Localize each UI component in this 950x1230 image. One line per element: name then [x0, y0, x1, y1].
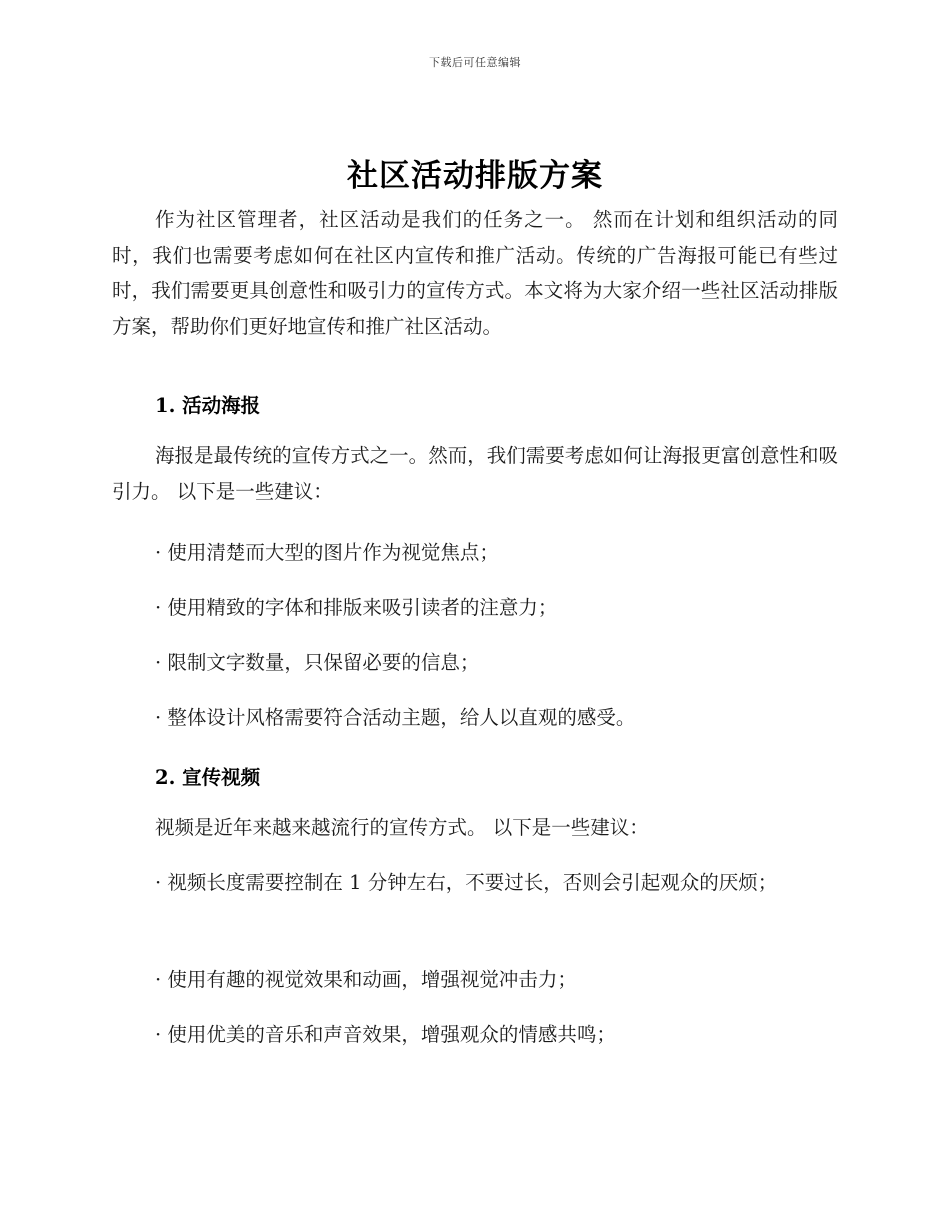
bullet-item: · 整体设计风格需要符合活动主题，给人以直观的感受。 — [155, 706, 636, 729]
section-paragraph-video: 视频是近年来越来越流行的宣传方式。 以下是一些建议： — [155, 816, 649, 839]
section-heading-video: 2. 宣传视频 — [155, 766, 261, 789]
document-title: 社区活动排版方案 — [347, 158, 603, 194]
intro-paragraph: 作为社区管理者，社区活动是我们的任务之一。 然而在计划和组织活动的同时，我们也需要考虑如何在社区内宣传和推广活动。传统的广告海报可能已有些过时，我们需要更具创意性和吸引力的宣传方式。本文将为大家介绍一些社区活动排版方案，帮助你们更好地宣传和推广社区活动。 — [112, 208, 838, 338]
section-heading-poster: 1. 活动海报 — [155, 394, 261, 417]
bullet-item: · 使用有趣的视觉效果和动画，增强视觉冲击力； — [155, 968, 577, 991]
bullet-item: · 限制文字数量，只保留必要的信息； — [155, 651, 480, 674]
section-paragraph-poster: 海报是最传统的宣传方式之一。然而，我们需要考虑如何让海报更富创意性和吸引力。 以下是一些建议： — [112, 444, 838, 503]
bullet-item: · 使用清楚而大型的图片作为视觉焦点； — [155, 541, 499, 564]
bullet-item: · 使用精致的字体和排版来吸引读者的注意力； — [155, 596, 558, 619]
bullet-item: · 使用优美的音乐和声音效果，增强观众的情感共鸣； — [155, 1023, 616, 1046]
bullet-item: · 视频长度需要控制在 1 分钟左右，不要过长，否则会引起观众的厌烦； — [155, 871, 778, 894]
header-note: 下载后可任意编辑 — [429, 56, 521, 69]
